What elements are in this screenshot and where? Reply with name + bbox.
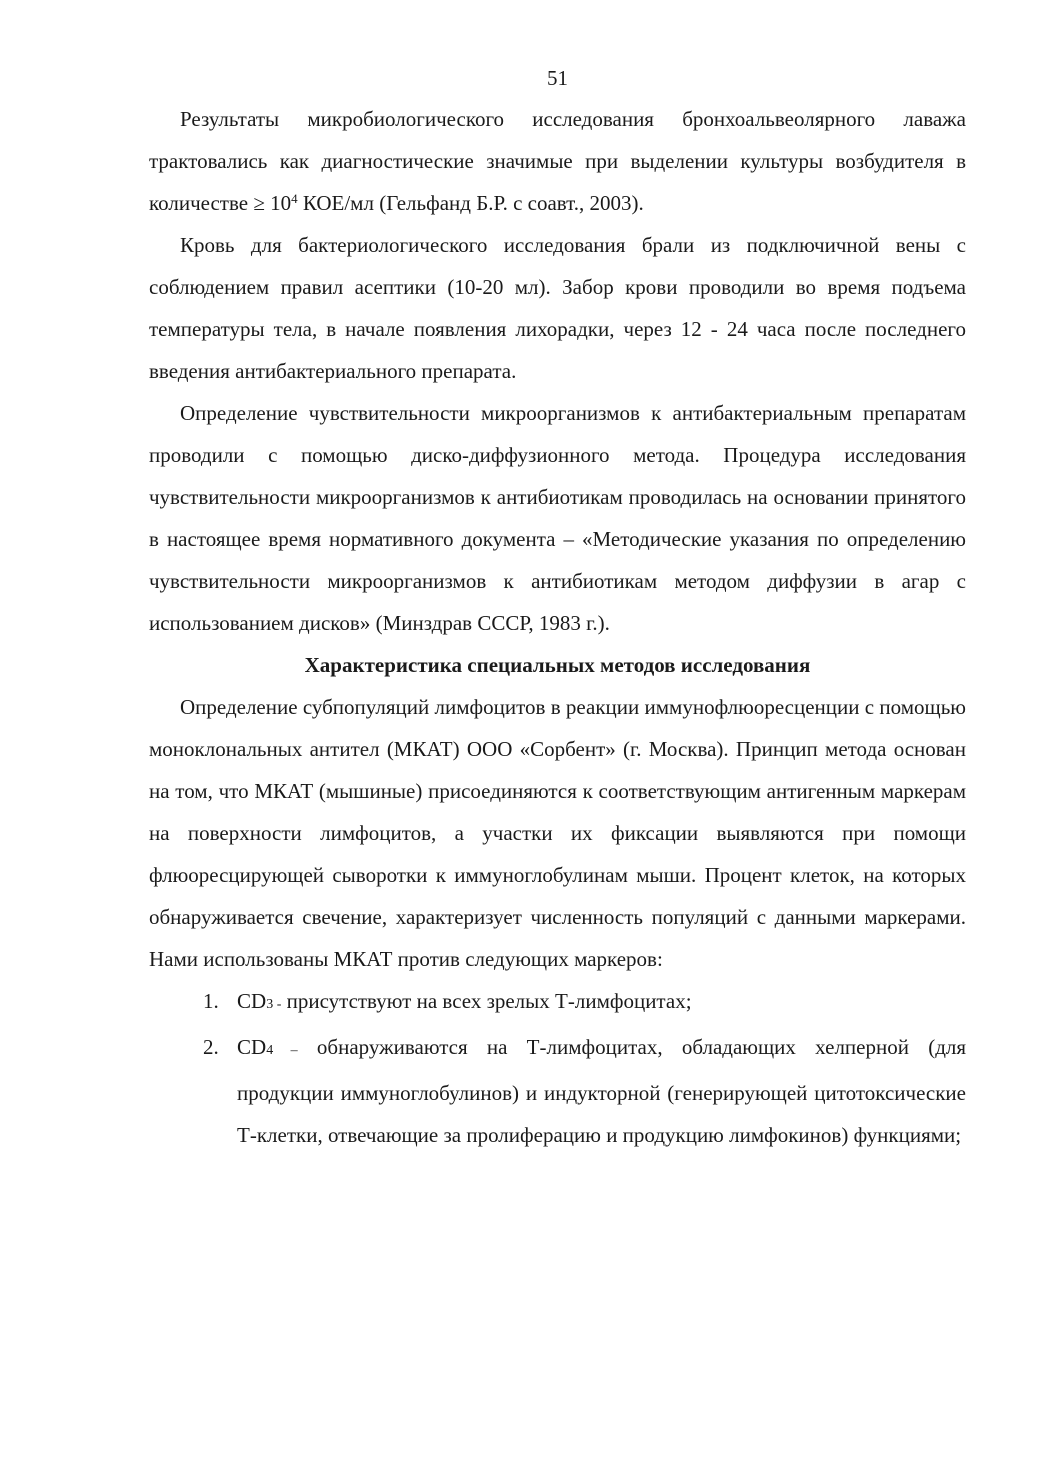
section-heading: Характеристика специальных методов исследования (304, 653, 811, 677)
marker-name: CD (237, 989, 267, 1013)
page-number: 51 (547, 66, 568, 90)
list-item-text: присутствуют на всех зрелых Т-лимфоцитах; (281, 989, 692, 1013)
list-number: 1. (203, 989, 219, 1013)
paragraph-text: Результаты микробиологического исследования бронхоальвеолярного лаважа трактовались как диагностические значимые при выделении культуры возбудителя в количестве ≥ 10 (149, 107, 966, 215)
list-item-text: обнаруживаются на Т-лимфоцитах, обладающих хелперной (для продукции иммуноглобулинов) и индукторной (генерирующей цитотоксические Т-клетки, отвечающие за пролиферацию и продукцию лимфокинов) функциями; (237, 1035, 967, 1147)
paragraph-sensitivity: Определение чувствительности микроорганизмов к антибактериальным препаратам проводили с помощью диско-диффузионного метода. Процедура исследования чувствительности микроорганизмов к антибиотикам проводилась на основании принятого в настоящее время нормативного документа – «Методические указания по определению чувствительности микроорганизмов к антибиотикам методом диффузии в агар с использованием дисков» (Минздрав СССР, 1983 г.). (149, 401, 966, 635)
marker-suffix: 3 - (266, 997, 282, 1012)
list-item (149, 980, 966, 1026)
paragraph-blood-sampling: Кровь для бактериологического исследования брали из подключичной вены с соблюдением правил асептики (10-20 мл). Забор крови проводили во время подъема температуры тела, в начале появления лихорадки, через 12 - 24 часа после последнего введения антибактериального препарата. (149, 233, 966, 383)
marker-list (149, 980, 966, 1156)
paragraph-lymphocytes: Определение субпопуляций лимфоцитов в реакции иммунофлюоресценции с помощью моноклональных антител (МКАТ) ООО «Сорбент» (г. Москва). Принцип метода основан на том, что МКАТ (мышиные) присоединяются к соответствующим антигенным маркерам на поверхности лимфоцитов, а участки их фиксации выявляются при помощи флюоресцирующей сыворотки к иммуноглобулинам мыши. Процент клеток, на которых обнаруживается свечение, характеризует численность популяций с данными маркерами. Нами использованы МКАТ против следующих маркеров: (149, 695, 966, 971)
paragraph-text: КОЕ/мл (Гельфанд Б.Р. с соавт., 2003). (297, 191, 644, 215)
marker-name: CD (237, 1035, 267, 1059)
marker-suffix: 4 – (266, 1043, 298, 1058)
paragraph-bal-results (149, 98, 966, 224)
document-body (149, 98, 966, 1156)
list-number: 2. (203, 1035, 219, 1059)
list-item (149, 1026, 966, 1156)
superscript-exponent: 4 (291, 190, 298, 206)
